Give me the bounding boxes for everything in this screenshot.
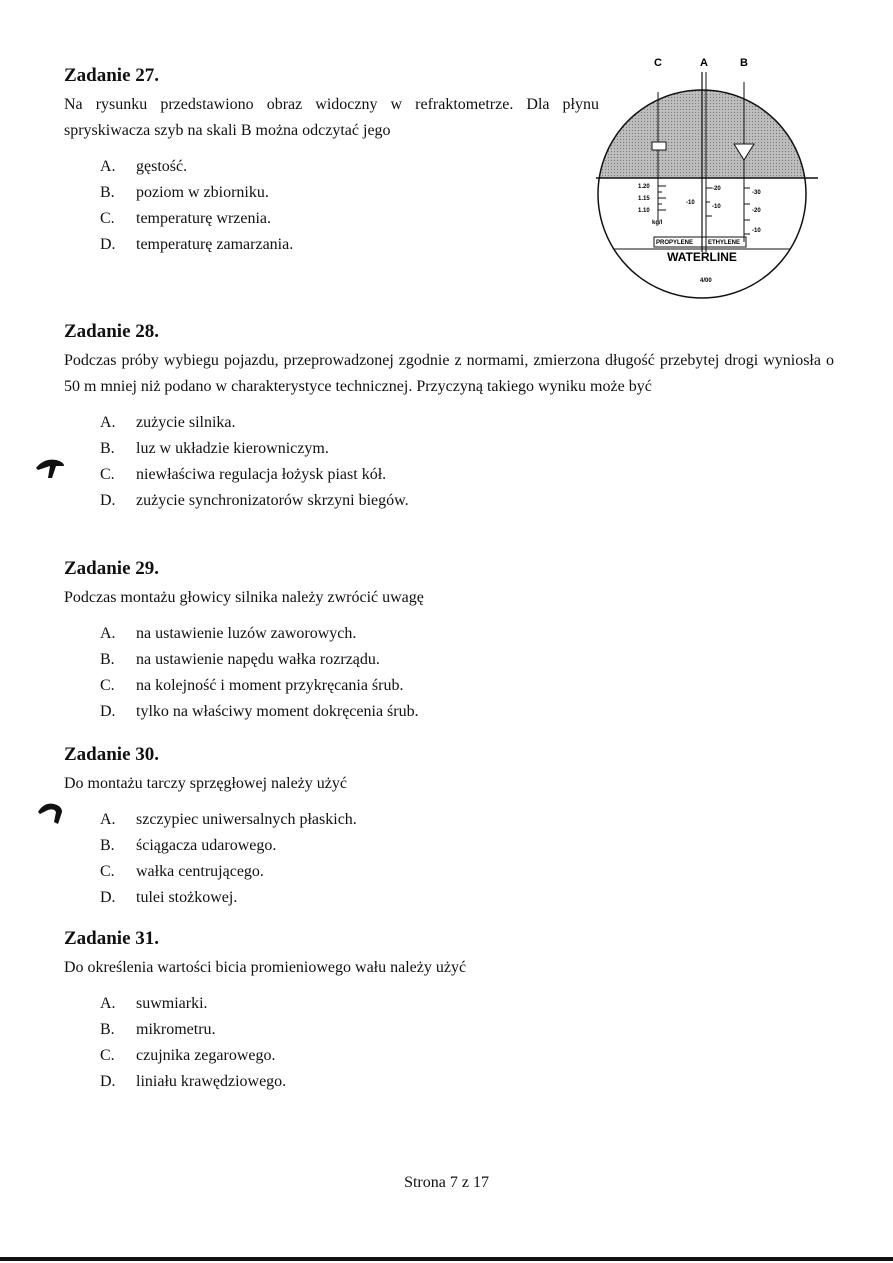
ethylene-label: ETHYLENE <box>708 240 741 246</box>
scale-value: 1.15 <box>638 196 650 202</box>
task-question: Do montażu tarczy sprzęgłowej należy użyć <box>64 775 347 792</box>
task-title: Zadanie 29. <box>64 558 160 579</box>
answer-option[interactable]: A. suwmiarki. <box>100 995 208 1012</box>
answer-list <box>64 410 834 514</box>
answer-option[interactable]: D. tulei stożkowej. <box>100 889 238 906</box>
hand-mark-icon <box>34 454 68 480</box>
task-question: Na rysunku przedstawiono obraz widoczny w refraktometrze. Dla płynu spryskiwacza szyb na skali B można odczytać jego <box>64 96 599 139</box>
bottom-divider <box>0 1257 893 1261</box>
answer-option[interactable]: B. ściągacza udarowego. <box>100 837 277 854</box>
task-31 <box>64 927 834 1095</box>
answer-option[interactable]: D. liniału krawędziowego. <box>100 1073 287 1090</box>
answer-option[interactable]: B. luz w układzie kierowniczym. <box>100 440 329 457</box>
answer-list <box>64 154 599 258</box>
page-number: Strona 7 z 17 <box>404 1174 489 1191</box>
answer-option[interactable]: C. temperaturę wrzenia. <box>100 210 272 227</box>
task-29 <box>64 557 834 725</box>
code-label: 4/00 <box>700 278 712 284</box>
scale-value: -20 <box>752 208 761 214</box>
task-30 <box>64 743 834 911</box>
answer-option[interactable]: C. czujnika zegarowego. <box>100 1047 276 1064</box>
answer-option[interactable]: B. na ustawienie napędu wałka rozrządu. <box>100 651 380 668</box>
task-title: Zadanie 28. <box>64 321 160 342</box>
answer-option[interactable]: A. szczypiec uniwersalnych płaskich. <box>100 811 357 828</box>
scale-value: 1.10 <box>638 208 650 214</box>
answer-list <box>64 991 834 1095</box>
task-27 <box>64 64 599 258</box>
task-question: Podczas próby wybiegu pojazdu, przeprowadzonej zgodnie z normami, zmierzona długość przebytej drogi wyniosła o 50 m mniej niż podano w charakterystyce technicznej. Przyczyną takiego wyniku może być <box>64 352 834 395</box>
answer-option[interactable]: C. niewłaściwa regulacja łożysk piast kół. <box>100 466 387 483</box>
task-question: Do określenia wartości bicia promieniowego wału należy użyć <box>64 959 467 976</box>
answer-option[interactable]: D. tylko na właściwy moment dokręcenia śrub. <box>100 703 419 720</box>
label-a: A <box>700 57 708 69</box>
waterline-label: WATERLINE <box>667 250 737 264</box>
scale-value: 1.20 <box>638 184 650 190</box>
answer-option[interactable]: B. mikrometru. <box>100 1021 216 1038</box>
refractometer-figure <box>596 52 826 302</box>
task-title: Zadanie 31. <box>64 928 160 949</box>
scale-value: -10 <box>712 204 721 210</box>
answer-list <box>64 807 834 911</box>
answer-option[interactable]: C. na kolejność i moment przykręcania śrub. <box>100 677 404 694</box>
answer-option[interactable]: D. zużycie synchronizatorów skrzyni biegów. <box>100 492 409 509</box>
scale-value: -20 <box>712 186 721 192</box>
scale-value: -10 <box>752 228 761 234</box>
answer-list <box>64 621 834 725</box>
scale-value: -30 <box>752 190 761 196</box>
task-28 <box>64 320 834 514</box>
answer-option[interactable]: A. gęstość. <box>100 158 188 175</box>
answer-option[interactable]: B. poziom w zbiorniku. <box>100 184 269 201</box>
label-c: C <box>654 57 662 69</box>
propylene-label: PROPYLENE <box>656 240 694 246</box>
task-title: Zadanie 27. <box>64 65 160 86</box>
answer-option[interactable]: C. wałka centrującego. <box>100 863 264 880</box>
label-b: B <box>740 57 748 69</box>
scale-value: -10 <box>686 200 695 206</box>
answer-option[interactable]: A. zużycie silnika. <box>100 414 236 431</box>
task-question: Podczas montażu głowicy silnika należy zwrócić uwagę <box>64 589 424 606</box>
answer-option[interactable]: A. na ustawienie luzów zaworowych. <box>100 625 357 642</box>
answer-option[interactable]: D. temperaturę zamarzania. <box>100 236 294 253</box>
scale-value: kg/l <box>652 220 663 226</box>
refractometer-drawing <box>596 52 826 302</box>
hand-mark-icon <box>36 800 66 826</box>
task-title: Zadanie 30. <box>64 744 160 765</box>
